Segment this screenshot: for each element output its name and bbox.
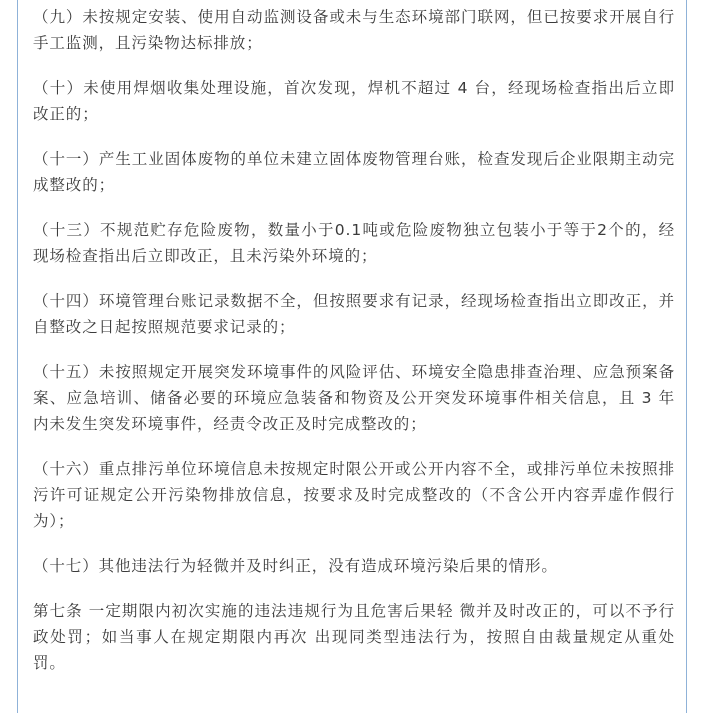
list-item: （十三）不规范贮存危险废物，数量小于0.1吨或危险废物独立包装小于等于2个的，经现场检查指出后立即改正，且未污染外环境的； — [33, 221, 675, 265]
list-item: （十七）其他违法行为轻微并及时纠正，没有造成环境污染后果的情形。 — [33, 557, 558, 575]
list-item: （十）未使用焊烟收集处理设施，首次发现，焊机不超过 4 台，经现场检查指出后立即改正的； — [33, 79, 675, 123]
list-item: （十四）环境管理台账记录数据不全，但按照要求有记录，经现场检查指出立即改正，并自整改之日起按照规范要求记录的； — [33, 292, 675, 336]
article-body — [33, 4, 675, 695]
article-clause: 第七条 一定期限内初次实施的违法违规行为且危害后果轻 微并及时改正的，可以不予行政处罚；如当事人在规定期限内再次 出现同类型违法行为，按照自由裁量规定从重处罚。 — [33, 602, 675, 672]
list-item: （十一）产生工业固体废物的单位未建立固体废物管理台账，检查发现后企业限期主动完成整改的； — [33, 150, 675, 194]
list-item: （九）未按规定安装、使用自动监测设备或未与生态环境部门联网，但已按要求开展自行手工监测，且污染物达标排放； — [33, 8, 675, 52]
list-item: （十五）未按照规定开展突发环境事件的风险评估、环境安全隐患排查治理、应急预案备案、应急培训、储备必要的环境应急装备和物资及公开突发环境事件相关信息，且 3 年内未发生突发环境事件，经责令改正及时完成整改的； — [33, 363, 675, 433]
list-item: （十六）重点排污单位环境信息未按规定时限公开或公开内容不全，或排污单位未按照排污许可证规定公开污染物排放信息，按要求及时完成整改的（不含公开内容弄虚作假行为）； — [33, 460, 675, 530]
